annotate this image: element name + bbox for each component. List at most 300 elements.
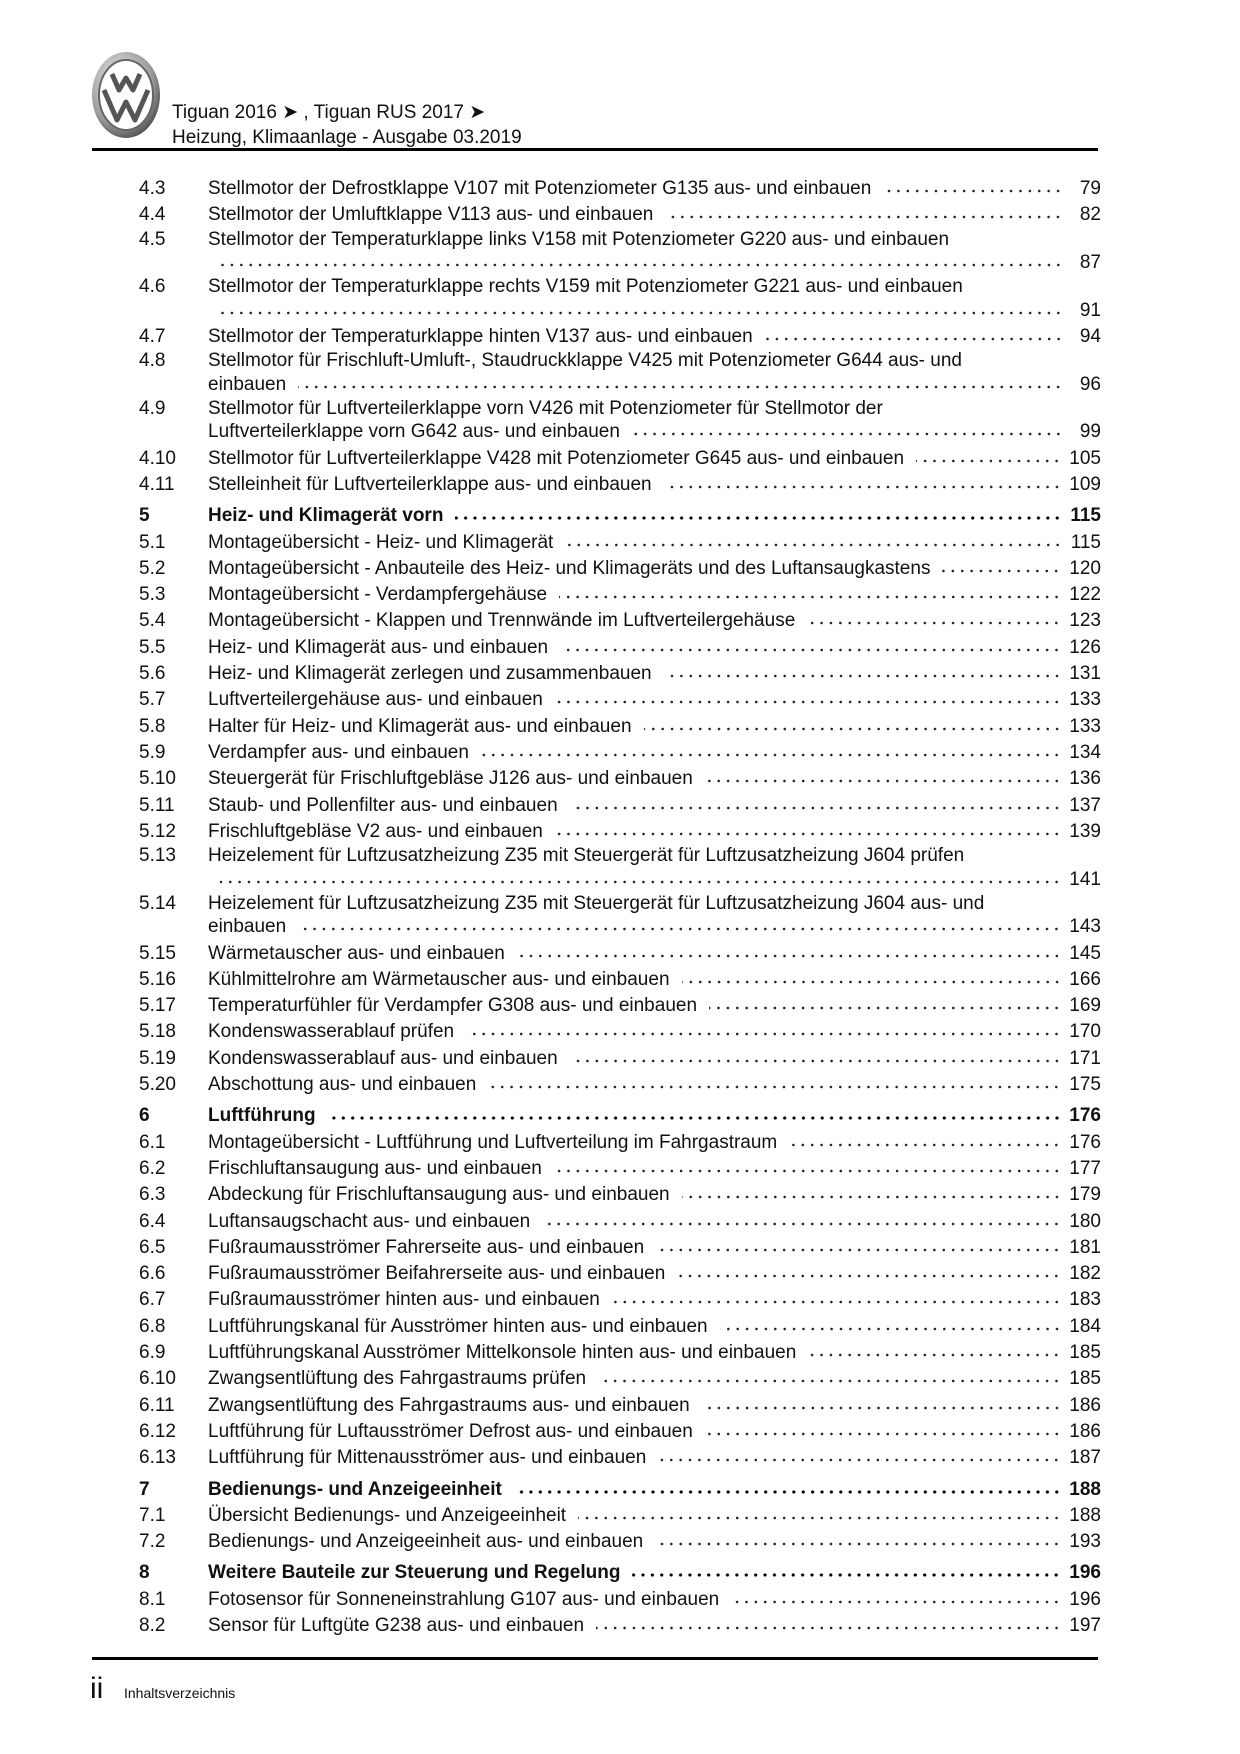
toc-entry-number: 6.5 xyxy=(139,1236,166,1258)
toc-entry[interactable] xyxy=(139,608,1101,634)
toc-entry-number: 5.18 xyxy=(139,1021,176,1043)
toc-entry-content xyxy=(208,176,1101,202)
leader-dots xyxy=(655,1541,1061,1547)
toc-entry[interactable] xyxy=(139,687,1101,713)
toc-entry-number: 4.4 xyxy=(139,204,166,226)
toc-entry-content xyxy=(208,766,1101,792)
toc-entry-title: Fotosensor für Sonneneinstrahlung G107 aus- und einbauen xyxy=(208,1588,720,1610)
toc-entry-title: Stellmotor für Luftverteilerklappe vorn V426 mit Potenziometer für Stellmotor der xyxy=(208,398,883,419)
toc-entry[interactable] xyxy=(139,176,1101,202)
leader-dots xyxy=(328,1115,1062,1121)
toc-entry-line xyxy=(208,1503,1101,1529)
toc-entry-content xyxy=(208,1366,1101,1392)
toc-entry-number: 4.11 xyxy=(139,474,175,495)
toc-entry-line xyxy=(208,635,1101,661)
toc-entry-title: Übersicht Bedienungs- und Anzeigeeinheit xyxy=(208,1504,567,1526)
toc-entry[interactable] xyxy=(139,1366,1101,1392)
leader-dots xyxy=(916,458,1061,464)
toc-entry-page: 186 xyxy=(1069,1394,1101,1416)
leader-dots xyxy=(705,778,1061,784)
toc-entry[interactable] xyxy=(139,472,1101,498)
toc-entry-page: 185 xyxy=(1069,1342,1101,1364)
toc-entry-title: Luftverteilergehäuse aus- und einbauen xyxy=(208,689,543,711)
toc-entry-page: 171 xyxy=(1069,1047,1101,1069)
leader-dots xyxy=(644,726,1062,732)
toc-entry-number: 6.10 xyxy=(139,1368,176,1390)
toc-entry-number: 6.3 xyxy=(139,1184,166,1206)
leader-dots xyxy=(559,594,1061,600)
leader-dots xyxy=(517,953,1062,959)
toc-chapter-entry[interactable] xyxy=(139,1477,1101,1503)
toc-entry[interactable] xyxy=(139,1529,1101,1555)
toc-entry[interactable] xyxy=(139,582,1101,608)
toc-entry-page: 115 xyxy=(1070,531,1101,553)
toc-entry[interactable] xyxy=(139,324,1101,350)
toc-entry-line xyxy=(208,740,1101,766)
leader-dots xyxy=(682,979,1062,985)
toc-entry-title: Heizelement für Luftzusatzheizung Z35 mit Steuergerät für Luftzusatzheizung J604 prüfen xyxy=(208,845,965,867)
toc-entry-content xyxy=(208,1235,1101,1261)
toc-entry-title-continued: Luftverteilerklappe vorn G642 aus- und einbauen xyxy=(208,421,620,443)
toc-entry-content xyxy=(208,1156,1101,1182)
toc-entry-line xyxy=(208,472,1101,498)
toc-entry-page: 184 xyxy=(1069,1315,1101,1337)
toc-entry-page: 87 xyxy=(1079,252,1101,273)
toc-entry-page: 169 xyxy=(1069,995,1101,1017)
toc-entry-line xyxy=(208,819,1101,845)
leader-dots xyxy=(488,1084,1061,1090)
toc-entry-line xyxy=(208,1340,1101,1366)
leader-dots xyxy=(542,1221,1061,1227)
footer-divider xyxy=(92,1657,1098,1660)
toc-entry-title: Stellmotor der Defrostklappe V107 mit Potenziometer G135 aus- und einbauen xyxy=(208,178,872,199)
toc-entry[interactable] xyxy=(139,229,1101,277)
toc-entry-content xyxy=(208,530,1101,556)
toc-entry-number: 6.6 xyxy=(139,1263,166,1285)
toc-entry-number: 8.1 xyxy=(139,1588,166,1610)
toc-entry-number: 8.2 xyxy=(139,1614,166,1636)
toc-entry-line xyxy=(208,1477,1101,1503)
toc-entry-content xyxy=(208,845,1101,893)
toc-entry-line xyxy=(208,714,1101,740)
toc-entry-number: 5 xyxy=(139,505,150,527)
toc-entry-content xyxy=(208,1560,1101,1586)
toc-entry-content xyxy=(208,967,1101,993)
toc-entry-title: Abdeckung für Frischluftansaugung aus- und einbauen xyxy=(208,1184,670,1206)
toc-entry-line xyxy=(208,503,1101,529)
toc-entry-page: 133 xyxy=(1069,715,1101,737)
toc-entry[interactable] xyxy=(139,556,1101,582)
leader-dots xyxy=(612,1299,1061,1305)
toc-entry-number: 7.2 xyxy=(139,1531,166,1553)
leader-dots xyxy=(555,699,1061,705)
toc-entry-number: 4.8 xyxy=(139,350,166,372)
toc-entry-line xyxy=(208,446,1101,472)
toc-entry-number: 5.5 xyxy=(139,636,166,658)
toc-entry-title: Kühlmittelrohre am Wärmetauscher aus- und einbauen xyxy=(208,968,670,990)
toc-entry-line xyxy=(208,941,1101,967)
toc-entry-content xyxy=(208,893,1101,941)
toc-entry-title: Zwangsentlüftung des Fahrgastraums prüfen xyxy=(208,1368,587,1390)
toc-entry-number: 4.10 xyxy=(139,447,176,469)
toc-entry[interactable] xyxy=(139,967,1101,993)
toc-entry[interactable] xyxy=(139,819,1101,845)
toc-entry-content xyxy=(208,202,1101,228)
toc-entry-title-continued: einbauen xyxy=(208,916,287,938)
toc-entry-line xyxy=(208,793,1101,819)
toc-entry[interactable] xyxy=(139,1340,1101,1366)
toc-entry[interactable] xyxy=(139,1613,1101,1639)
toc-entry-line xyxy=(208,1529,1101,1555)
toc-entry-content xyxy=(208,350,1101,398)
toc-entry-content xyxy=(208,1130,1101,1156)
toc-entry-content xyxy=(208,1046,1101,1072)
toc-entry-line xyxy=(208,1393,1101,1419)
toc-entry-page: 181 xyxy=(1069,1236,1101,1258)
toc-entry[interactable] xyxy=(139,1072,1101,1098)
leader-dots xyxy=(677,1273,1061,1279)
leader-dots xyxy=(765,336,1063,342)
toc-entry-page: 122 xyxy=(1069,584,1101,606)
toc-entry-number: 6.11 xyxy=(139,1394,175,1416)
toc-entry[interactable] xyxy=(139,845,1101,893)
toc-chapter-entry[interactable] xyxy=(139,503,1101,529)
toc-entry-page: 143 xyxy=(1069,916,1101,938)
toc-entry-content xyxy=(208,1019,1101,1045)
toc-entry-number: 6 xyxy=(139,1105,150,1127)
toc-entry-line xyxy=(208,1103,1101,1129)
toc-entry-content xyxy=(208,1419,1101,1445)
toc-entry-number: 5.12 xyxy=(139,820,176,842)
toc-entry-page: 180 xyxy=(1069,1210,1101,1232)
toc-entry-content xyxy=(208,1477,1101,1503)
toc-entry-line xyxy=(208,1130,1101,1156)
leader-dots xyxy=(705,1431,1062,1437)
toc-entry-page: 193 xyxy=(1069,1531,1101,1553)
toc-entry-content xyxy=(208,582,1101,608)
toc-entry-content xyxy=(208,1503,1101,1529)
toc-entry-number: 5.1 xyxy=(139,531,166,553)
toc-entry[interactable] xyxy=(139,793,1101,819)
toc-entry[interactable] xyxy=(139,1287,1101,1313)
leader-dots xyxy=(220,262,1063,268)
toc-entry-number: 6.9 xyxy=(139,1342,166,1364)
toc-entry-content xyxy=(208,446,1101,472)
toc-entry-line xyxy=(208,1019,1101,1045)
table-of-contents xyxy=(139,176,1101,1639)
toc-entry-line xyxy=(208,250,1101,276)
leader-dots xyxy=(570,805,1062,811)
toc-entry-page: 120 xyxy=(1069,557,1101,579)
toc-entry-title: Montageübersicht - Klappen und Trennwände im Luftverteilergehäuse xyxy=(208,610,796,632)
toc-entry[interactable] xyxy=(139,740,1101,766)
toc-entry-number: 6.1 xyxy=(139,1131,166,1153)
toc-entry-content xyxy=(208,740,1101,766)
toc-entry-line xyxy=(208,993,1101,1019)
toc-entry-title: Heiz- und Klimagerät zerlegen und zusammenbauen xyxy=(208,663,652,685)
toc-entry-content xyxy=(208,324,1101,350)
toc-entry-title: Heiz- und Klimagerät aus- und einbauen xyxy=(208,636,549,658)
leader-dots xyxy=(656,1247,1061,1253)
toc-entry-number: 5.15 xyxy=(139,942,176,964)
toc-entry[interactable] xyxy=(139,1019,1101,1045)
toc-entry-title: Bedienungs- und Anzeigeeinheit xyxy=(208,1478,502,1500)
leader-dots xyxy=(298,926,1061,932)
toc-entry-title: Stellmotor für Luftverteilerklappe V428 mit Potenziometer G645 aus- und einbauen xyxy=(208,447,905,469)
toc-entry-line xyxy=(208,298,1101,324)
toc-entry[interactable] xyxy=(139,350,1101,398)
toc-entry-title: Bedienungs- und Anzeigeeinheit aus- und einbauen xyxy=(208,1531,644,1553)
toc-entry-number: 6.4 xyxy=(139,1210,166,1232)
toc-entry[interactable] xyxy=(139,1235,1101,1261)
toc-entry-line xyxy=(208,1209,1101,1235)
toc-entry-number: 8 xyxy=(139,1562,150,1584)
toc-entry-title: Stelleinheit für Luftverteilerklappe aus- und einbauen xyxy=(208,474,652,495)
toc-entry-line xyxy=(208,276,1101,297)
toc-entry-line xyxy=(208,1445,1101,1471)
toc-entry[interactable] xyxy=(139,202,1101,228)
toc-entry-line xyxy=(208,1587,1101,1613)
toc-entry-number: 5.19 xyxy=(139,1047,176,1069)
toc-entry-content xyxy=(208,1072,1101,1098)
leader-dots xyxy=(789,1142,1061,1148)
leader-dots xyxy=(555,831,1061,837)
vw-logo xyxy=(90,50,162,140)
toc-entry-line xyxy=(208,176,1101,202)
toc-entry-content xyxy=(208,276,1101,324)
toc-entry-page: 115 xyxy=(1070,505,1101,527)
toc-entry-page: 197 xyxy=(1069,1614,1101,1636)
toc-entry-number: 5.7 xyxy=(139,689,166,711)
toc-entry[interactable] xyxy=(139,635,1101,661)
toc-entry-title: Montageübersicht - Luftführung und Luftverteilung im Fahrgastraum xyxy=(208,1131,778,1153)
toc-entry-title: Luftführungskanal Ausströmer Mittelkonsole hinten aus- und einbauen xyxy=(208,1342,797,1364)
toc-entry-number: 7 xyxy=(139,1478,150,1500)
toc-chapter-entry[interactable] xyxy=(139,1560,1101,1586)
toc-entry-number: 5.20 xyxy=(139,1074,176,1096)
toc-entry-content xyxy=(208,1529,1101,1555)
leader-dots xyxy=(220,310,1063,316)
leader-dots xyxy=(664,484,1062,490)
toc-entry[interactable] xyxy=(139,1503,1101,1529)
toc-entry-line xyxy=(208,1182,1101,1208)
toc-entry-content xyxy=(208,503,1101,529)
toc-entry-page: 183 xyxy=(1069,1289,1101,1311)
toc-entry-content xyxy=(208,819,1101,845)
toc-entry-number: 7.1 xyxy=(139,1504,166,1526)
toc-entry-title: Steuergerät für Frischluftgebläse J126 aus- und einbauen xyxy=(208,768,693,790)
toc-entry-page: 96 xyxy=(1079,373,1101,395)
toc-entry-number: 4.6 xyxy=(139,276,166,298)
toc-entry-page: 166 xyxy=(1069,968,1101,990)
toc-entry-number: 4.9 xyxy=(139,398,166,419)
toc-entry-page: 179 xyxy=(1069,1184,1101,1206)
toc-entry[interactable] xyxy=(139,1182,1101,1208)
toc-entry-line xyxy=(208,1046,1101,1072)
toc-entry[interactable] xyxy=(139,1046,1101,1072)
document-subtitle: Heizung, Klimaanlage - Ausgabe 03.2019 xyxy=(172,127,522,148)
toc-entry-title: Luftführung für Luftausströmer Defrost aus- und einbauen xyxy=(208,1420,693,1442)
toc-entry[interactable] xyxy=(139,993,1101,1019)
toc-entry-page: 175 xyxy=(1069,1074,1101,1096)
toc-entry-line xyxy=(208,350,1101,371)
toc-entry-title: Stellmotor der Temperaturklappe hinten V137 aus- und einbauen xyxy=(208,326,753,347)
toc-entry[interactable] xyxy=(139,398,1101,446)
toc-entry-number: 4.7 xyxy=(139,326,166,347)
toc-entry-title: Heiz- und Klimagerät vorn xyxy=(208,505,444,527)
toc-entry-content xyxy=(208,661,1101,687)
toc-entry-content xyxy=(208,687,1101,713)
toc-entry-number: 5.6 xyxy=(139,663,166,685)
leader-dots xyxy=(632,1572,1061,1578)
toc-entry[interactable] xyxy=(139,1393,1101,1419)
toc-entry[interactable] xyxy=(139,941,1101,967)
toc-entry-content xyxy=(208,993,1101,1019)
toc-entry-content xyxy=(208,1103,1101,1129)
leader-dots xyxy=(560,647,1061,653)
toc-entry[interactable] xyxy=(139,766,1101,792)
toc-entry-title: Stellmotor für Frischluft-Umluft-, Staudruckklappe V425 mit Potenziometer G644 aus- und xyxy=(208,350,962,372)
toc-entry-page: 136 xyxy=(1069,768,1101,790)
toc-entry-number: 5.2 xyxy=(139,557,166,579)
toc-entry-number: 6.2 xyxy=(139,1157,166,1179)
leader-dots xyxy=(220,879,1061,885)
toc-entry-page: 186 xyxy=(1069,1420,1101,1442)
toc-entry-number: 5.13 xyxy=(139,845,176,867)
toc-entry-content xyxy=(208,1287,1101,1313)
toc-entry-page: 188 xyxy=(1069,1478,1101,1500)
toc-chapter-entry[interactable] xyxy=(139,1103,1101,1129)
toc-entry-page: 82 xyxy=(1079,204,1101,226)
toc-entry-content xyxy=(208,1340,1101,1366)
leader-dots xyxy=(808,1352,1061,1358)
toc-entry-content xyxy=(208,472,1101,498)
leader-dots xyxy=(658,1457,1061,1463)
toc-entry-number: 5.3 xyxy=(139,584,166,606)
toc-entry-number: 5.9 xyxy=(139,741,166,763)
toc-entry-title: Halter für Heiz- und Klimagerät aus- und einbauen xyxy=(208,715,632,737)
toc-entry-line xyxy=(208,1560,1101,1586)
toc-entry-page: 94 xyxy=(1079,326,1101,347)
toc-entry-number: 6.13 xyxy=(139,1447,176,1469)
toc-entry-title: Luftführung xyxy=(208,1105,316,1127)
toc-entry-title: Stellmotor der Temperaturklappe links V158 mit Potenziometer G220 aus- und einbauen xyxy=(208,228,950,250)
toc-entry-number: 6.12 xyxy=(139,1420,176,1442)
page-number: ii xyxy=(90,1672,104,1705)
toc-entry-content xyxy=(208,1393,1101,1419)
toc-entry[interactable] xyxy=(139,661,1101,687)
toc-entry[interactable] xyxy=(139,530,1101,556)
toc-entry-content xyxy=(208,1613,1101,1639)
toc-entry-page: 196 xyxy=(1069,1562,1101,1584)
toc-entry-page: 109 xyxy=(1069,474,1101,495)
leader-dots xyxy=(570,1058,1062,1064)
toc-entry-page: 126 xyxy=(1069,636,1101,658)
toc-entry-page: 105 xyxy=(1069,447,1101,469)
toc-entry-line xyxy=(208,530,1101,556)
toc-entry[interactable] xyxy=(139,1130,1101,1156)
leader-dots xyxy=(598,1378,1061,1384)
toc-entry-title: Luftführungskanal für Ausströmer hinten aus- und einbauen xyxy=(208,1315,708,1337)
toc-entry[interactable] xyxy=(139,276,1101,324)
toc-entry-title: Abschottung aus- und einbauen xyxy=(208,1074,477,1096)
toc-entry[interactable] xyxy=(139,1419,1101,1445)
toc-entry-number: 5.16 xyxy=(139,968,176,990)
toc-entry-title: Luftansaugschacht aus- und einbauen xyxy=(208,1210,531,1232)
document-title: Tiguan 2016 ➤ , Tiguan RUS 2017 ➤ xyxy=(172,102,486,123)
toc-entry-page: 133 xyxy=(1069,689,1101,711)
toc-entry-title: Sensor für Luftgüte G238 aus- und einbauen xyxy=(208,1614,585,1636)
toc-entry-title: Frischluftansaugung aus- und einbauen xyxy=(208,1157,542,1179)
toc-entry-line xyxy=(208,687,1101,713)
toc-entry-content xyxy=(208,1445,1101,1471)
toc-entry-page: 170 xyxy=(1069,1021,1101,1043)
toc-entry-line xyxy=(208,1314,1101,1340)
toc-entry[interactable] xyxy=(139,1445,1101,1471)
leader-dots xyxy=(807,620,1061,626)
leader-dots xyxy=(709,1005,1061,1011)
toc-entry-line xyxy=(208,1613,1101,1639)
toc-entry[interactable] xyxy=(139,893,1101,941)
toc-entry-page: 145 xyxy=(1069,942,1101,964)
toc-entry-content xyxy=(208,1209,1101,1235)
toc-entry-page: 176 xyxy=(1069,1105,1101,1127)
toc-entry-content xyxy=(208,1314,1101,1340)
leader-dots xyxy=(682,1194,1062,1200)
toc-entry-line xyxy=(208,419,1101,445)
leader-dots xyxy=(702,1405,1062,1411)
toc-entry[interactable] xyxy=(139,446,1101,472)
leader-dots xyxy=(720,1326,1062,1332)
toc-entry-number: 5.14 xyxy=(139,892,176,914)
toc-entry-content xyxy=(208,1261,1101,1287)
toc-entry-title: Kondenswasserablauf prüfen xyxy=(208,1021,455,1043)
toc-entry-content xyxy=(208,398,1101,446)
toc-entry-page: 182 xyxy=(1069,1263,1101,1285)
toc-entry-number: 6.8 xyxy=(139,1315,166,1337)
toc-entry[interactable] xyxy=(139,1156,1101,1182)
toc-entry-line xyxy=(208,608,1101,634)
toc-entry-page: 134 xyxy=(1069,741,1101,763)
toc-entry-line xyxy=(208,766,1101,792)
leader-dots xyxy=(565,542,1062,548)
toc-entry-title: Montageübersicht - Anbauteile des Heiz- und Klimageräts und des Luftansaugkastens xyxy=(208,557,931,579)
toc-entry-page: 123 xyxy=(1069,610,1101,632)
toc-entry-content xyxy=(208,714,1101,740)
toc-entry-line xyxy=(208,1072,1101,1098)
toc-entry-line xyxy=(208,202,1101,228)
toc-entry[interactable] xyxy=(139,1314,1101,1340)
toc-entry-title: Stellmotor der Umluftklappe V113 aus- und einbauen xyxy=(208,204,654,226)
leader-dots xyxy=(665,214,1063,220)
toc-entry-content xyxy=(208,1182,1101,1208)
toc-entry-line xyxy=(208,967,1101,993)
toc-entry-page: 177 xyxy=(1069,1157,1101,1179)
toc-entry[interactable] xyxy=(139,1209,1101,1235)
leader-dots xyxy=(455,515,1062,521)
toc-entry[interactable] xyxy=(139,1587,1101,1613)
toc-entry[interactable] xyxy=(139,714,1101,740)
toc-entry-content xyxy=(208,635,1101,661)
toc-entry-number: 5.8 xyxy=(139,715,166,737)
toc-entry-number: 4.5 xyxy=(139,228,166,250)
toc-entry[interactable] xyxy=(139,1261,1101,1287)
toc-entry-title: Fußraumausströmer Beifahrerseite aus- und einbauen xyxy=(208,1263,666,1285)
leader-dots xyxy=(596,1625,1061,1631)
toc-entry-line xyxy=(208,1419,1101,1445)
toc-entry-line xyxy=(208,1156,1101,1182)
leader-dots xyxy=(298,384,1063,390)
